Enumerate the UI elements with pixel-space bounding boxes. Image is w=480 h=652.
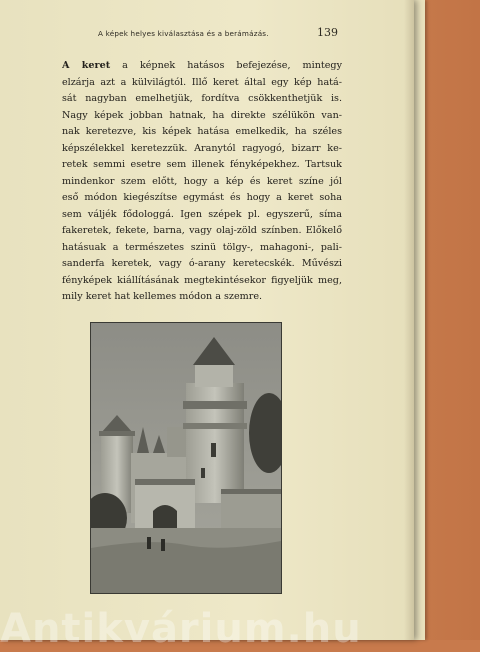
text-line: nak keretezve, kis képek hatása emelkedik, ha széles [62,126,342,137]
page-number: 139 [317,26,338,39]
text-line: sanderfa keretek, vagy ó-arany keretecskék. Művészi [62,258,342,269]
text-line: fényképek kiállításának megtekintésekor figyeljük meg, [62,274,342,286]
running-title: A képek helyes kiválasztása és a berámázás. [98,29,269,38]
text-line: eső módon kiegészítse egymást és hogy a keret soha [62,192,342,203]
lead-term: A keret [62,60,111,71]
text-line: hatásuak a természetes szinü tölgy-, mahagoni-, pali- [62,241,342,253]
text-line: mindenkor szem előtt, hogy a kép és keret színe jól [62,175,342,187]
text-line: mily keret hat kellemes módon a szemre. [62,291,263,302]
page-gutter-shadow [404,0,414,640]
text-line: Nagy képek jobban hatnak, ha direkte szélükön van- [62,109,342,121]
text-line: retek semmi esetre sem illenek fényképekhez. Tartsuk [62,159,342,170]
castle-illustration [91,323,281,593]
text-line: elzárja azt a külvilágtól. Illő keret által egy kép hatá- [62,76,342,88]
text-line: sem váljék fődologgá. Igen szépek pl. egyszerű, síma [62,208,342,220]
watermark: Antikvárium.hu [0,606,362,652]
text-line: A keret a képnek hatásos befejezése, mintegy [62,60,342,71]
page-header [98,26,398,44]
text-line: képszélekkel keretezzük. Aranytól ragyogó, bizarr ke- [62,142,342,154]
body-paragraph [62,58,342,306]
text-line: sát nagyban emelhetjük, fordítva csökkenthetjük is. [62,93,342,104]
text-line: fakeretek, fekete, barna, vagy olaj-zöld színben. Előkelő [62,225,342,236]
castle-photograph [90,322,282,594]
